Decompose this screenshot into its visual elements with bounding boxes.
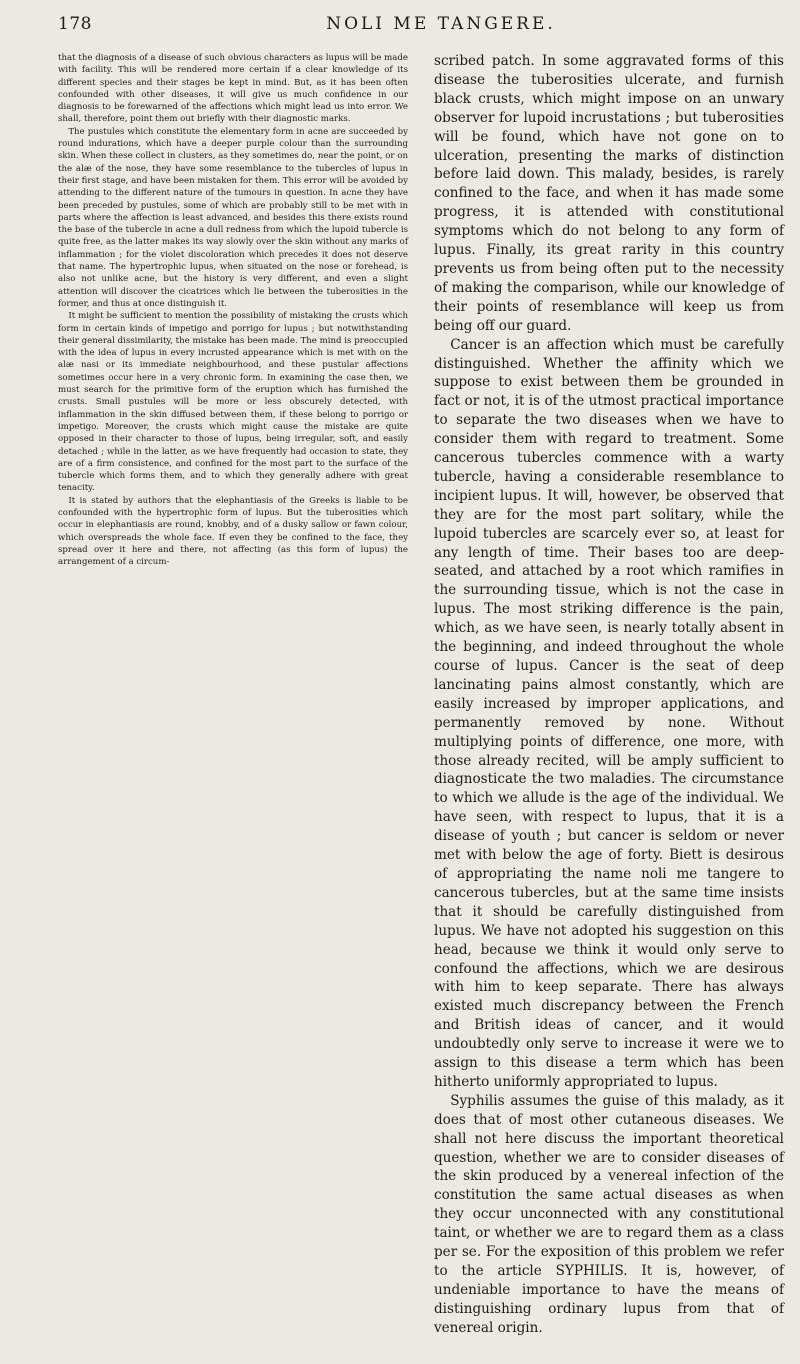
paragraph: The pustules which constitute the elementary form in acne are succeeded by round indurations, which have a deeper purple colour than the surrounding skin. When these collect in clusters, as they sometimes do, near the point, or on the alæ of the nose, they have some resemblance to the tubercles of lupus in their first stage, and have been mistaken for them. This error will be avoided by attending to the different nature of the tumours in question. In acne they have been preceded by pustules, some of which are probably still to be met with in parts where the affection is least advanced, and besides this there exists round the base of the tubercle in acne a dull redness from which the lupoid tubercle is quite free, as the latter makes its way slowly over the skin without any marks of inflammation ; for the violet discoloration which precedes it does not deserve that name. The hypertrophic lupus, when situated on the nose or forehead, is also not unlike acne, but the history is very different, and even a slight attention will discover the cicatrices which lie between the tuberosities in the former, and thus at once distinguish it.	[58, 126, 408, 309]
paragraph: It might be sufficient to mention the possibility of mistaking the crusts which form in certain kinds of impetigo and porrigo for lupus ; but notwithstanding their general dissimilarity, the mistake has been made. The mind is preoccupied with the idea of lupus in every incrusted appearance which is met with on the alæ nasi or its immediate neighbourhood, and these pustular affections sometimes occur here in a very chronic form. In examining the case then, we must search for the primitive form of the eruption which has furnished the crusts. Small pustules will be more or less obscurely detected, with inflammation in the skin diffused between them, if these belong to porrigo or impetigo. Moreover, the crusts which might cause the mistake are quite opposed in their character to those of lupus, being irregular, soft, and easily detached ; while in the latter, as we have frequently had occasion to state, they are of a firm consistence, and confined for the most part to the surface of the tubercle which forms them, and to which they generally adhere with great tenacity.	[58, 311, 408, 494]
page-header	[58, 14, 784, 38]
paragraph: scribed patch. In some aggravated forms of this disease the tuberosities ulcerate, and furnish black crusts, which might impose on an unwary observer for lupoid incrustations ; but tuberosities will be found, which have not gone on to ulceration, presenting the marks of distinction before laid down. This malady, besides, is rarely confined to the face, and when it has made some progress, it is attended with constitutional symptoms which do not belong to any form of lupus. Finally, its great rarity in this country prevents us from being often put to the necessity of making the comparison, while our knowledge of their points of resemblance will keep us from being off our guard.	[434, 53, 784, 334]
paragraph: Syphilis assumes the guise of this malady, as it does that of most other cutaneous diseases. We shall not here discuss the important theoretical question, whether we are to consider diseases of the skin produced by a venereal infection of the constitution the same actual diseases as when they occur unconnected with any constitutional taint, or whether we are to regard them as a class per se. For the exposition of this problem we refer to the article SYPHILIS. It is, however, of undeniable importance to have the means of distinguishing ordinary lupus from that of venereal origin.	[434, 1092, 784, 1336]
left-column	[58, 52, 408, 1338]
paragraph: that the diagnosis of a disease of such obvious characters as lupus will be made with facility. This will be rendered more certain if a clear knowledge of its different species and their stages be kept in mind. But, as it has been often confounded with other diseases, it will give us much confidence in our diagnosis to be forewarned of the affections which might lead us into error. We shall, therefore, point them out briefly with their diagnostic marks.	[58, 53, 408, 125]
right-column	[434, 52, 784, 1338]
running-title: NOLI ME TANGERE.	[326, 14, 556, 34]
text-columns	[58, 52, 784, 1338]
page-number: 178	[58, 14, 92, 34]
paragraph: Cancer is an affection which must be carefully distinguished. Whether the affinity which we suppose to exist between them be grounded in fact or not, it is of the utmost practical importance to separate the two diseases when we have to consider them with regard to treatment. Some cancerous tubercles commence with a warty tubercle, having a considerable resemblance to incipient lupus. It will, however, be observed that they are for the most part solitary, while the lupoid tubercles are scarcely ever so, at least for any length of time. Their bases too are deep-seated, and attached by a root which ramifies in the surrounding tissue, which is not the case in lupus. The most striking difference is the pain, which, as we have seen, is nearly totally absent in the beginning, and indeed throughout the whole course of lupus. Cancer is the seat of deep lancinating pains almost constantly, which are easily increased by improper applications, and permanently removed by none. Without multiplying points of difference, one more, with those already recited, will be amply sufficient to diagnosticate the two maladies. The circumstance to which we allude is the age of the individual. We have seen, with respect to lupus, that it is a disease of youth ; but cancer is seldom or never met with below the age of forty. Biett is desirous of appropriating the name noli me tangere to cancerous tubercles, but at the same time insists that it should be carefully distinguished from lupus. We have not adopted his suggestion on this head, because we think it would only serve to confound the affections, which we are desirous with him to keep separate. There has always existed much discrepancy between the French and British ideas of cancer, and it would undoubtedly only serve to increase it were we to assign to this disease a term which has been hitherto uniformly appropriated to lupus.	[434, 336, 784, 1090]
paragraph: It is stated by authors that the elephantiasis of the Greeks is liable to be confounded with the hypertrophic form of lupus. But the tuberosities which occur in elephantiasis are round, knobby, and of a dusky sallow or fawn colour, which overspreads the whole face. If even they be confined to the face, they spread over it here and there, not affecting (as this form of lupus) the arrangement of a circum-	[58, 495, 408, 568]
